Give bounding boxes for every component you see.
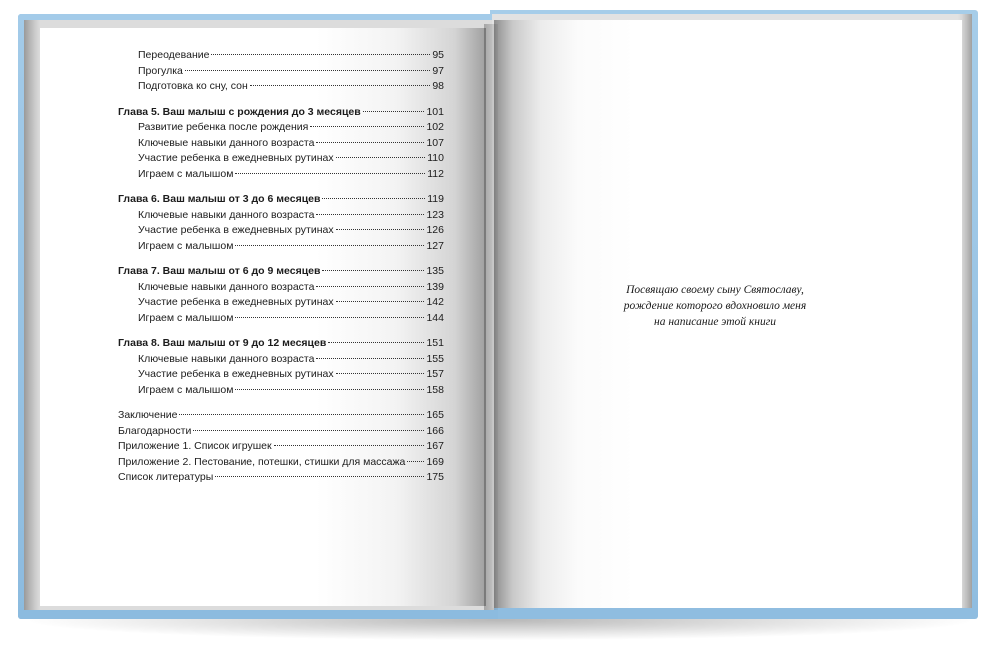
toc-entry-title: Глава 7. Ваш малыш от 6 до 9 месяцев	[118, 265, 321, 277]
toc-entry-title: Ключевые навыки данного возраста	[138, 352, 315, 365]
toc-dot-leader	[336, 229, 425, 230]
toc-entry-title: Ключевые навыки данного возраста	[138, 136, 315, 149]
toc-row	[118, 208, 444, 224]
toc-row	[118, 280, 444, 296]
toc-dot-leader	[250, 85, 431, 86]
toc-dot-leader	[316, 214, 424, 215]
toc-row	[118, 239, 444, 255]
toc-entry-title: Переодевание	[138, 49, 210, 61]
toc-row	[118, 48, 444, 64]
toc-entry-title: Заключение	[118, 409, 178, 421]
toc-entry-title: Играем с малышом	[138, 167, 234, 180]
toc-row	[118, 408, 444, 424]
toc-dot-leader	[363, 111, 425, 112]
toc-dot-leader	[235, 317, 424, 318]
toc-row	[118, 439, 444, 455]
toc-row	[118, 424, 444, 440]
toc-group	[118, 336, 444, 398]
toc-page-number: 157	[426, 368, 444, 380]
toc-dot-leader	[336, 301, 425, 302]
toc-row	[118, 79, 444, 95]
dedication-line: рождение которого вдохновило меня	[623, 300, 807, 312]
toc-row	[118, 223, 444, 239]
toc-dot-leader	[322, 270, 424, 271]
toc-entry-title: Участие ребенка в ежедневных рутинах	[138, 224, 334, 236]
toc-entry-title: Играем с малышом	[138, 239, 234, 252]
toc-dot-leader	[235, 389, 424, 390]
toc-entry-title: Участие ребенка в ежедневных рутинах	[138, 296, 334, 308]
toc-page-number: 166	[426, 424, 444, 437]
toc-dot-leader	[310, 126, 424, 127]
toc-row	[118, 295, 444, 311]
table-of-contents	[118, 48, 444, 496]
toc-dot-leader	[407, 461, 424, 462]
toc-dot-leader	[316, 142, 424, 143]
toc-dot-leader	[316, 358, 424, 359]
toc-entry-title: Участие ребенка в ежедневных рутинах	[138, 152, 334, 164]
toc-dot-leader	[322, 198, 425, 199]
toc-row	[118, 64, 444, 80]
toc-dot-leader	[336, 157, 426, 158]
toc-row	[118, 167, 444, 183]
toc-page-number: 165	[426, 409, 444, 421]
toc-group	[118, 105, 444, 183]
toc-page-number: 139	[426, 280, 444, 293]
toc-row	[118, 352, 444, 368]
toc-page-number: 144	[426, 311, 444, 324]
toc-entry-title: Подготовка ко сну, сон	[138, 80, 248, 92]
toc-entry-title: Список литературы	[118, 471, 214, 483]
dedication-line: Посвящаю своему сыну Святославу,	[626, 284, 804, 296]
toc-dot-leader	[179, 414, 424, 415]
toc-entry-title: Играем с малышом	[138, 311, 234, 324]
toc-entry-title: Ключевые навыки данного возраста	[138, 208, 315, 221]
toc-page-number: 110	[427, 152, 444, 164]
toc-row	[118, 383, 444, 399]
toc-page-number: 123	[426, 208, 444, 221]
toc-row	[118, 367, 444, 383]
toc-chapter-row	[118, 192, 444, 208]
toc-page-number: 142	[426, 296, 444, 308]
toc-dot-leader	[211, 54, 430, 55]
toc-chapter-row	[118, 105, 444, 121]
toc-dot-leader	[328, 342, 424, 343]
book-spine	[484, 24, 498, 610]
toc-dot-leader	[274, 445, 425, 446]
toc-dot-leader	[215, 476, 424, 477]
toc-page-number: 127	[426, 239, 444, 252]
toc-dot-leader	[235, 173, 425, 174]
toc-page-number: 101	[426, 105, 444, 118]
toc-entry-title: Глава 6. Ваш малыш от 3 до 6 месяцев	[118, 193, 321, 205]
toc-page-number: 169	[426, 455, 444, 468]
toc-entry-title: Глава 5. Ваш малыш с рождения до 3 месяцев	[118, 105, 361, 118]
toc-dot-leader	[185, 70, 430, 71]
toc-dot-leader	[336, 373, 425, 374]
toc-page-number: 102	[426, 121, 444, 133]
dedication-line: на написание этой книги	[654, 316, 776, 328]
toc-entry-title: Ключевые навыки данного возраста	[138, 280, 315, 293]
toc-page-number: 98	[432, 80, 444, 92]
toc-row	[118, 470, 444, 486]
toc-row	[118, 136, 444, 152]
toc-page-number: 112	[427, 167, 444, 180]
toc-page-number: 167	[426, 440, 444, 452]
toc-page-number: 135	[426, 265, 444, 277]
toc-page-number: 95	[432, 49, 444, 61]
toc-row	[118, 120, 444, 136]
toc-entry-title: Благодарности	[118, 424, 192, 437]
toc-entry-title: Развитие ребенка после рождения	[138, 121, 309, 133]
toc-chapter-row	[118, 336, 444, 352]
toc-page-number: 119	[427, 193, 444, 205]
toc-page-number: 126	[426, 224, 444, 236]
toc-group	[118, 264, 444, 326]
toc-entry-title: Приложение 2. Пестование, потешки, стишки для массажа	[118, 455, 406, 468]
toc-entry-title: Приложение 1. Список игрушек	[118, 440, 272, 452]
toc-row	[118, 311, 444, 327]
toc-page-number: 107	[426, 136, 444, 149]
dedication-text	[560, 282, 870, 330]
toc-page-number: 97	[432, 64, 444, 77]
toc-entry-title: Играем с малышом	[138, 383, 234, 396]
toc-group	[118, 408, 444, 486]
toc-row	[118, 455, 444, 471]
toc-dot-leader	[235, 245, 424, 246]
toc-entry-title: Глава 8. Ваш малыш от 9 до 12 месяцев	[118, 337, 327, 349]
toc-dot-leader	[193, 430, 424, 431]
toc-group	[118, 48, 444, 95]
toc-page-number: 175	[426, 471, 444, 483]
toc-row	[118, 151, 444, 167]
toc-page-number: 158	[426, 383, 444, 396]
toc-group	[118, 192, 444, 254]
toc-page-number: 155	[426, 352, 444, 365]
toc-dot-leader	[316, 286, 424, 287]
toc-entry-title: Участие ребенка в ежедневных рутинах	[138, 368, 334, 380]
toc-entry-title: Прогулка	[138, 64, 183, 77]
toc-chapter-row	[118, 264, 444, 280]
toc-page-number: 151	[426, 337, 444, 349]
